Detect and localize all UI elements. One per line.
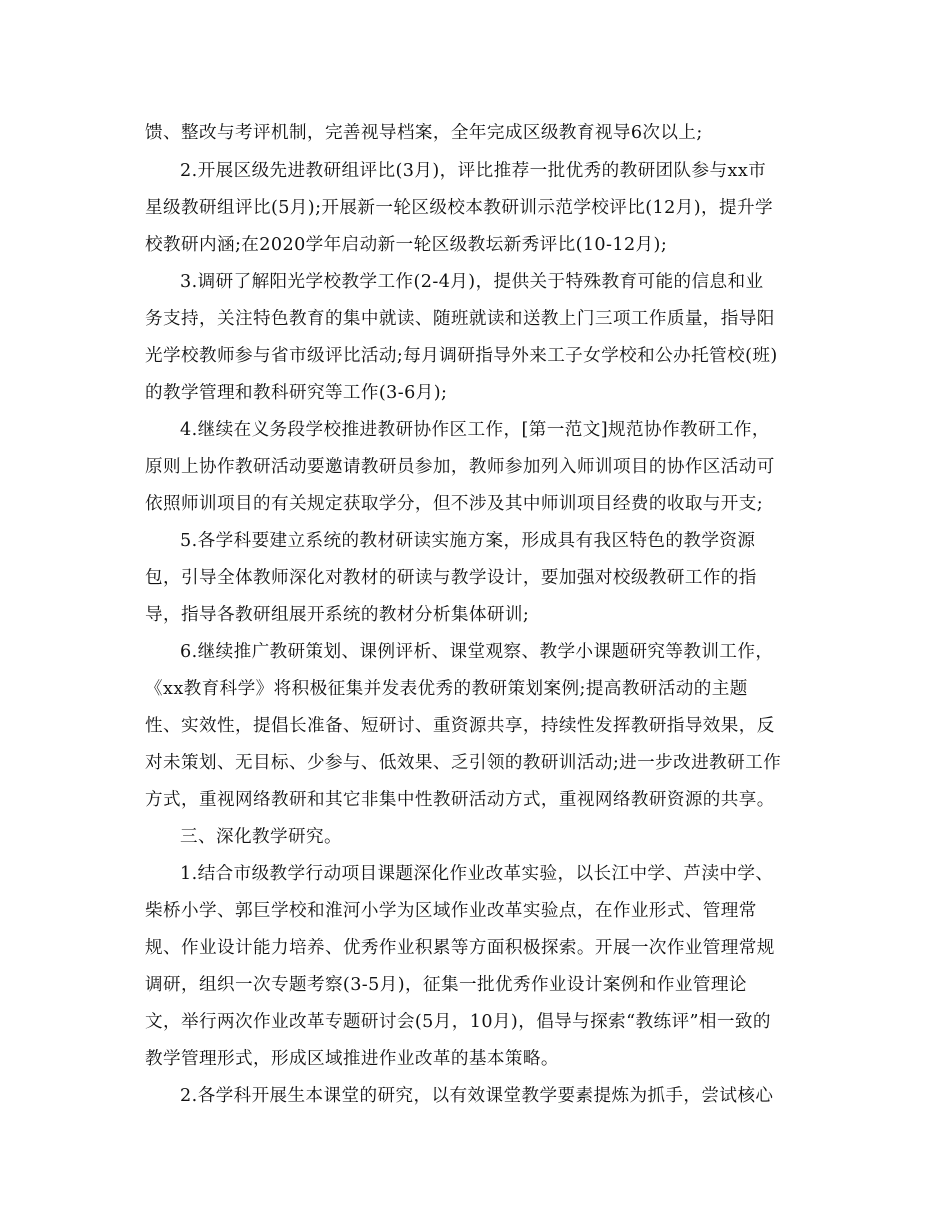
text-line: 光学校教师参与省市级评比活动;每月调研指导外来工子女学校和公办托管校(班) xyxy=(145,346,778,366)
text-line: 5.各学科要建立系统的教材研读实施方案，形成具有我区特色的教学资源 xyxy=(180,531,756,551)
text-line: 柴桥小学、郭巨学校和淮河小学为区域作业改革实验点，在作业形式、管理常 xyxy=(145,901,757,921)
text-line: 4.继续在义务段学校推进教研协作区工作，[第一范文]规范协作教研工作， xyxy=(180,420,770,440)
text-line: 校教研内涵;在2020学年启动新一轮区级教坛新秀评比(10-12月); xyxy=(145,235,668,255)
text-line: 2.各学科开展生本课堂的研究，以有效课堂教学要素提炼为抓手，尝试核心 xyxy=(180,1086,774,1106)
text-line: 性、实效性，提倡长准备、短研讨、重资源共享，持续性发挥教研指导效果，反 xyxy=(145,716,775,736)
text-line: 务支持，关注特色教育的集中就读、随班就读和送教上门三项工作质量，指导阳 xyxy=(145,309,775,329)
text-line: 依照师训项目的有关规定获取学分，但不涉及其中师训项目经费的收取与开支; xyxy=(145,494,764,514)
text-line: 调研，组织一次专题考察(3-5月)，征集一批优秀作业设计案例和作业管理论 xyxy=(145,975,747,995)
text-line: 《xx教育科学》将积极征集并发表优秀的教研策划案例;提高教研活动的主题 xyxy=(145,679,748,699)
text-line: 6.继续推广教研策划、课例评析、课堂观察、教学小课题研究等教训工作， xyxy=(180,642,774,662)
text-line: 3.调研了解阳光学校教学工作(2-4月)，提供关于特殊教育可能的信息和业 xyxy=(180,272,764,292)
text-line: 教学管理形式，形成区域推进作业改革的基本策略。 xyxy=(145,1049,559,1069)
text-line: 包，引导全体教师深化对教材的研读与教学设计，要加强对校级教研工作的指 xyxy=(145,568,757,588)
text-line: 导，指导各教研组展开系统的教材分析集体研训; xyxy=(145,605,530,625)
text-line: 对未策划、无目标、少参与、低效果、乏引领的教研训活动;进一步改进教研工作 xyxy=(145,753,782,773)
text-line: 原则上协作教研活动要邀请教研员参加，教师参加列入师训项目的协作区活动可 xyxy=(145,457,775,477)
text-line: 馈、整改与考评机制，完善视导档案，全年完成区级教育视导6次以上; xyxy=(145,123,703,143)
text-line: 的教学管理和教科研究等工作(3-6月); xyxy=(145,383,448,403)
text-line: 方式，重视网络教研和其它非集中性教研活动方式，重视网络教研资源的共享。 xyxy=(145,790,775,810)
section-heading: 三、深化教学研究。 xyxy=(180,827,342,847)
text-line: 1.结合市级教学行动项目课题深化作业改革实验，以长江中学、芦渎中学、 xyxy=(180,864,774,884)
text-line: 2.开展区级先进教研组评比(3月)，评比推荐一批优秀的教研团队参与xx市 xyxy=(180,161,767,181)
text-line: 星级教研组评比(5月);开展新一轮区级校本教研训示范学校评比(12月)，提升学 xyxy=(145,198,773,218)
text-line: 文，举行两次作业改革专题研讨会(5月，10月)，倡导与探索“教练评”相一致的 xyxy=(145,1012,771,1032)
text-line: 规、作业设计能力培养、优秀作业积累等方面积极探索。开展一次作业管理常规 xyxy=(145,938,775,958)
